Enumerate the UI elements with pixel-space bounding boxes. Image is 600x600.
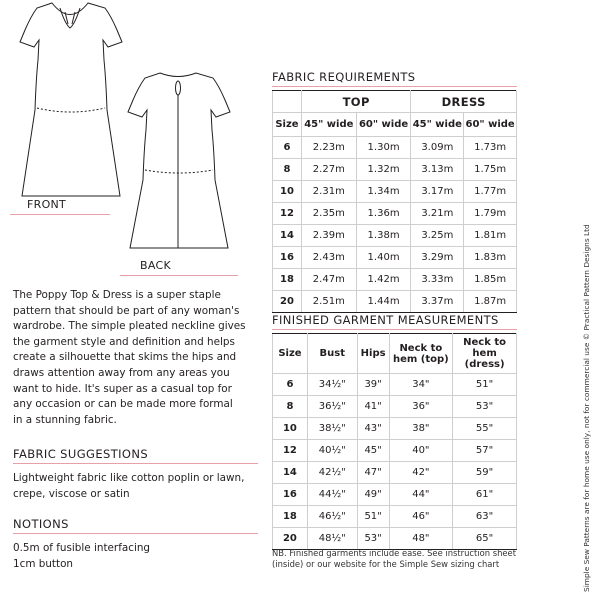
description-line: any occasion or can be made more formal [13, 398, 233, 411]
table-row [273, 159, 517, 181]
size-cell: 6 [273, 137, 302, 159]
dress-45-cell: 3.37m [411, 291, 464, 313]
table-row [273, 247, 517, 269]
bust-cell: 44½" [307, 484, 357, 506]
dress-60-header: 60" wide [464, 113, 517, 137]
table-row [273, 418, 517, 440]
notions-rule [13, 533, 258, 534]
footnote-line: NB. Finished garments include ease. See instruction sheet [272, 548, 516, 558]
notions-text [13, 541, 263, 572]
dress-45-cell: 3.33m [411, 269, 464, 291]
hips-cell: 51" [357, 506, 389, 528]
notions-heading: NOTIONS [13, 517, 69, 531]
top-60-cell: 1.42m [356, 269, 411, 291]
hips-cell: 53" [357, 528, 389, 550]
top-60-header: 60" wide [356, 113, 411, 137]
neck-to-hem-top-cell: 48" [389, 528, 453, 550]
top-45-cell: 2.39m [301, 225, 356, 247]
description-line: wardrobe. The simple pleated neckline gives [13, 320, 246, 333]
fabric-requirements-table [272, 90, 517, 313]
top-45-cell: 2.51m [301, 291, 356, 313]
dress-45-cell: 3.13m [411, 159, 464, 181]
table-row [273, 374, 517, 396]
size-cell: 14 [273, 462, 308, 484]
dress-60-cell: 1.87m [464, 291, 517, 313]
hips-cell: 47" [357, 462, 389, 484]
top-60-cell: 1.34m [356, 181, 411, 203]
dress-60-cell: 1.73m [464, 137, 517, 159]
fabric-suggestion-line: crepe, viscose or satin [13, 487, 130, 500]
neck-to-hem-top-cell: 36" [389, 396, 453, 418]
copyright-side-text: Simple Sew Patterns are for home use only, not for commercial use © Practical Pattern Designs Ltd [582, 224, 591, 592]
top-45-cell: 2.27m [301, 159, 356, 181]
fabric-suggestion-line: Lightweight fabric like cotton poplin or lawn, [13, 472, 245, 484]
neck-to-hem-dress-cell: 57" [453, 440, 517, 462]
dress-60-cell: 1.77m [464, 181, 517, 203]
dress-60-cell: 1.85m [464, 269, 517, 291]
hips-column-header: Hips [357, 334, 389, 374]
bust-cell: 36½" [307, 396, 357, 418]
size-cell: 12 [273, 203, 302, 225]
size-header-spacer [273, 91, 302, 113]
back-label-rule [120, 275, 238, 276]
back-dress-illustration [118, 70, 238, 270]
description-line: the garment style and definition and helps [13, 335, 235, 348]
fabric-requirements-heading: FABRIC REQUIREMENTS [272, 70, 416, 84]
table-row [273, 528, 517, 550]
top-45-cell: 2.47m [301, 269, 356, 291]
size-cell: 20 [273, 291, 302, 313]
dress-45-header: 45" wide [411, 113, 464, 137]
neck-to-hem-dress-cell: 53" [453, 396, 517, 418]
fabric-suggestions-rule [13, 463, 258, 464]
table-row [273, 462, 517, 484]
top-60-cell: 1.30m [356, 137, 411, 159]
finished-measurements-table [272, 333, 517, 550]
top-45-header: 45" wide [301, 113, 356, 137]
bust-cell: 48½" [307, 528, 357, 550]
table-row [273, 137, 517, 159]
neck-to-hem-dress-cell: 63" [453, 506, 517, 528]
dress-group-header: DRESS [411, 91, 517, 113]
neck-to-hem-top-cell: 42" [389, 462, 453, 484]
size-cell: 18 [273, 506, 308, 528]
bust-column-header: Bust [307, 334, 357, 374]
top-45-cell: 2.23m [301, 137, 356, 159]
dress-45-cell: 3.29m [411, 247, 464, 269]
top-45-cell: 2.35m [301, 203, 356, 225]
front-label: FRONT [27, 198, 67, 211]
table-row [273, 396, 517, 418]
size-column-header: Size [273, 113, 302, 137]
top-45-cell: 2.31m [301, 181, 356, 203]
bust-cell: 42½" [307, 462, 357, 484]
description-line: create a silhouette that skims the hips and [13, 351, 237, 364]
description-line: draws attention away from any areas you [13, 366, 230, 379]
dress-45-cell: 3.21m [411, 203, 464, 225]
front-label-rule [10, 214, 110, 215]
fabric-suggestions-heading: FABRIC SUGGESTIONS [13, 447, 149, 461]
size-cell: 16 [273, 484, 308, 506]
top-45-cell: 2.43m [301, 247, 356, 269]
neck-to-hem-top-cell: 44" [389, 484, 453, 506]
size-cell: 20 [273, 528, 308, 550]
top-group-header: TOP [301, 91, 411, 113]
description-line: in a stunning fabric. [13, 413, 117, 426]
neck-to-hem-top-header: Neck to hem (top) [389, 334, 453, 374]
dress-45-cell: 3.09m [411, 137, 464, 159]
table-row [273, 440, 517, 462]
fabric-requirements-rule [272, 86, 517, 87]
description-line: pattern that should be part of any woman's [13, 304, 240, 317]
table-row [273, 203, 517, 225]
neck-to-hem-top-cell: 34" [389, 374, 453, 396]
size-cell: 16 [273, 247, 302, 269]
dress-60-cell: 1.83m [464, 247, 517, 269]
size-column-header: Size [273, 334, 308, 374]
neck-to-hem-dress-cell: 61" [453, 484, 517, 506]
size-cell: 8 [273, 159, 302, 181]
neck-to-hem-top-cell: 38" [389, 418, 453, 440]
footnote-line: (inside) or our website for the Simple Sew sizing chart [272, 559, 500, 569]
finished-measurements-rule [272, 329, 517, 330]
bust-cell: 34½" [307, 374, 357, 396]
hips-cell: 49" [357, 484, 389, 506]
table-row [273, 181, 517, 203]
size-cell: 12 [273, 440, 308, 462]
neck-to-hem-dress-cell: 51" [453, 374, 517, 396]
notions-line: 0.5m of fusible interfacing [13, 542, 151, 554]
table-row [273, 291, 517, 313]
bust-cell: 40½" [307, 440, 357, 462]
top-60-cell: 1.36m [356, 203, 411, 225]
description-paragraph [13, 288, 258, 428]
bust-cell: 38½" [307, 418, 357, 440]
top-60-cell: 1.44m [356, 291, 411, 313]
finished-measurements-heading: FINISHED GARMENT MEASUREMENTS [272, 313, 499, 327]
hips-cell: 43" [357, 418, 389, 440]
dress-60-cell: 1.75m [464, 159, 517, 181]
neck-to-hem-dress-cell: 59" [453, 462, 517, 484]
neck-to-hem-dress-header: Neck to hem (dress) [453, 334, 517, 374]
description-line: The Poppy Top & Dress is a super staple [13, 289, 221, 301]
size-cell: 6 [273, 374, 308, 396]
notions-line: 1cm button [13, 557, 74, 570]
size-cell: 18 [273, 269, 302, 291]
sizing-footnote [272, 548, 532, 570]
dress-60-cell: 1.81m [464, 225, 517, 247]
table-row [273, 506, 517, 528]
hips-cell: 41" [357, 396, 389, 418]
dress-60-cell: 1.79m [464, 203, 517, 225]
dress-45-cell: 3.17m [411, 181, 464, 203]
bust-cell: 46½" [307, 506, 357, 528]
size-cell: 8 [273, 396, 308, 418]
hips-cell: 45" [357, 440, 389, 462]
fabric-suggestions-text [13, 471, 263, 502]
table-row [273, 484, 517, 506]
back-label: BACK [140, 259, 171, 272]
top-60-cell: 1.38m [356, 225, 411, 247]
dress-45-cell: 3.25m [411, 225, 464, 247]
description-line: want to hide. It's super as a casual top for [13, 382, 232, 395]
top-60-cell: 1.32m [356, 159, 411, 181]
table-row [273, 225, 517, 247]
size-cell: 10 [273, 181, 302, 203]
hips-cell: 39" [357, 374, 389, 396]
neck-to-hem-top-cell: 46" [389, 506, 453, 528]
top-60-cell: 1.40m [356, 247, 411, 269]
neck-to-hem-dress-cell: 65" [453, 528, 517, 550]
size-cell: 10 [273, 418, 308, 440]
neck-to-hem-dress-cell: 55" [453, 418, 517, 440]
table-row [273, 269, 517, 291]
size-cell: 14 [273, 225, 302, 247]
front-dress-illustration [10, 0, 130, 200]
neck-to-hem-top-cell: 40" [389, 440, 453, 462]
